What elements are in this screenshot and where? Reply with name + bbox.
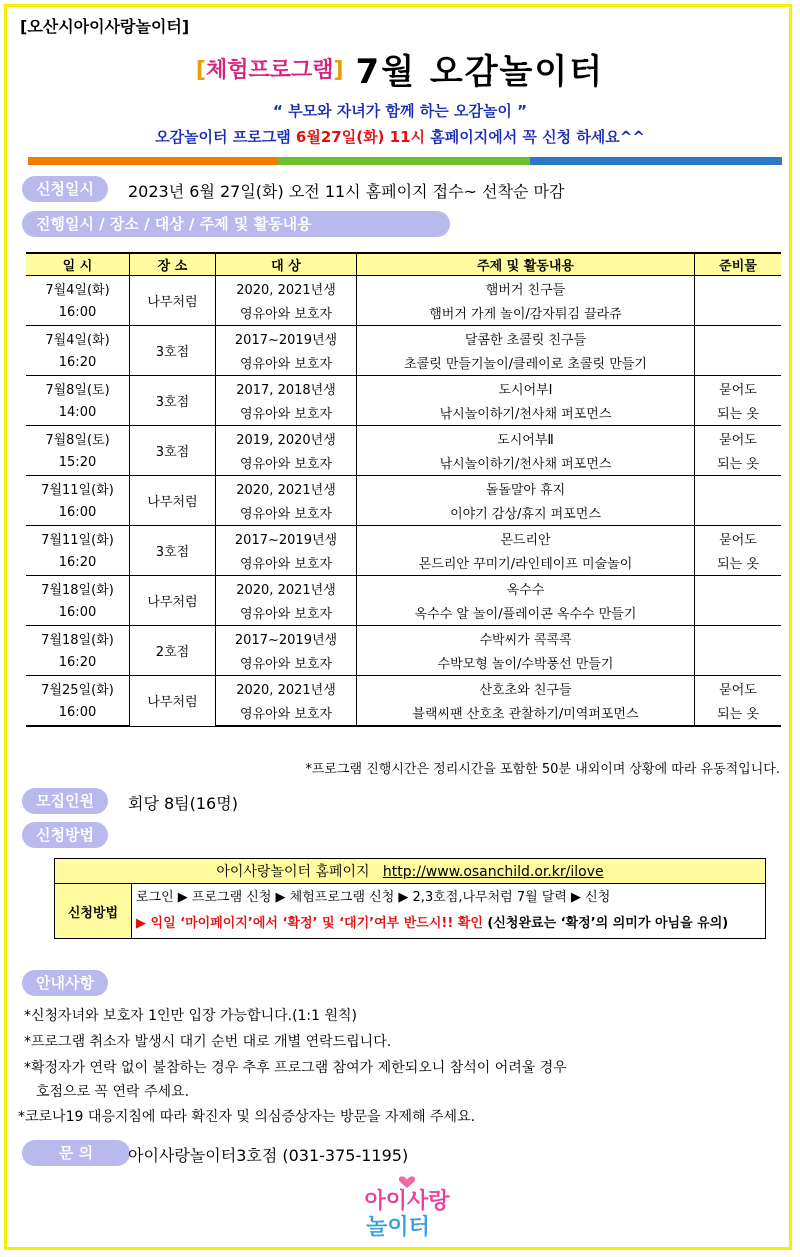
color-bar-green (278, 157, 530, 165)
cell-target-year: 2020, 2021년생 (216, 276, 357, 301)
apply-method-table (54, 858, 766, 939)
cell-prep (695, 276, 782, 301)
method-row-label: 신청방법 (55, 884, 132, 939)
cell-topic: 몬드리안 (357, 526, 695, 551)
table-row (26, 576, 781, 601)
cell-prep: 되는 옷 (695, 551, 782, 576)
header-date: 일 시 (26, 253, 130, 276)
guide-item: *프로그램 취소자 발생시 대기 순번 대로 개별 연락드립니다. (24, 1034, 392, 1050)
cell-date: 7월8일(토) (45, 432, 110, 448)
title-text: 7월 오감놀이터 (355, 52, 605, 92)
heart-icon (399, 1176, 415, 1188)
cell-activity: 낚시놀이하기/천사채 퍼포먼스 (357, 401, 695, 426)
cell-topic: 도시어부Ⅰ (357, 376, 695, 401)
cell-date: 7월4일(화) (45, 332, 110, 348)
header-place: 장 소 (130, 253, 216, 276)
cell-target-group: 영유아와 보호자 (216, 351, 357, 376)
cell-date: 7월25일(화) (41, 682, 114, 698)
guide-item: *확정자가 연락 없이 불참하는 경우 추후 프로그램 참여가 제한되오니 참석이 어려울 경우 (24, 1060, 567, 1076)
cell-time: 16:20 (26, 651, 130, 676)
guide-item: *코로나19 대응지침에 따라 확진자 및 의심증상자는 방문을 자제해 주세요. (18, 1109, 476, 1125)
cell-target-year: 2019, 2020년생 (216, 426, 357, 451)
cell-place: 나무처럼 (130, 676, 216, 727)
cell-target-year: 2017~2019년생 (216, 626, 357, 651)
cell-target-year: 2020, 2021년생 (216, 676, 357, 701)
schedule-note: *프로그램 진행시간은 정리시간을 포함한 50분 내외이며 상황에 따라 유동적입니다. (305, 762, 780, 777)
cell-prep (695, 476, 782, 501)
cell-place: 2호점 (130, 626, 216, 676)
cell-activity: 몬드리안 꾸미기/라인테이프 미술놀이 (357, 551, 695, 576)
contact-text: 아이사랑놀이터3호점 (031-375-1195) (128, 1146, 409, 1165)
notice-date: 6월27일(화) 11시 (295, 128, 426, 146)
apply-period-text: 2023년 6월 27일(화) 오전 11시 홈페이지 접수~ 선착순 마감 (128, 182, 565, 201)
cell-place: 나무처럼 (130, 276, 216, 326)
header-topic: 주제 및 활동내용 (357, 253, 695, 276)
cell-topic: 옥수수 (357, 576, 695, 601)
cell-time: 16:00 (26, 601, 130, 626)
cell-target-year: 2020, 2021년생 (216, 476, 357, 501)
cell-date: 7월18일(화) (41, 632, 114, 648)
table-row (26, 276, 781, 301)
method-label: 신청방법 (22, 822, 108, 848)
cell-date: 7월11일(화) (41, 482, 114, 498)
homepage-row: 아이사랑놀이터 홈페이지 http://www.osanchild.or.kr/ilove (55, 859, 766, 884)
cell-place: 나무처럼 (130, 476, 216, 526)
cell-target-group: 영유아와 보호자 (216, 651, 357, 676)
cell-prep (695, 351, 782, 376)
cell-prep (695, 576, 782, 601)
cell-time: 14:00 (26, 401, 130, 426)
cell-prep (695, 301, 782, 326)
cell-activity: 이야기 감상/휴지 퍼포먼스 (357, 501, 695, 526)
logo (340, 1172, 475, 1242)
cell-activity: 수박모형 놀이/수박풍선 만들기 (357, 651, 695, 676)
apply-period-label: 신청일시 (22, 176, 108, 202)
guide-label: 안내사항 (22, 970, 108, 996)
cell-date: 7월18일(화) (41, 582, 114, 598)
org-name: [오산시아이사랑놀이터] (20, 17, 190, 36)
cell-target-group: 영유아와 보호자 (216, 401, 357, 426)
recruit-label: 모집인원 (22, 788, 108, 814)
cell-target-group: 영유아와 보호자 (216, 451, 357, 476)
cell-prep: 묻어도 (695, 526, 782, 551)
homepage-link[interactable]: http://www.osanchild.or.kr/ilove (382, 864, 604, 880)
schedule-section-label: 진행일시 / 장소 / 대상 / 주제 및 활동내용 (22, 211, 450, 237)
logo-line2: 놀이터 (366, 1215, 430, 1240)
cell-date: 7월4일(화) (45, 282, 110, 298)
table-row (26, 376, 781, 401)
cell-prep: 묻어도 (695, 426, 782, 451)
cell-activity: 낚시놀이하기/천사채 퍼포먼스 (357, 451, 695, 476)
cell-activity: 옥수수 알 놀이/플레이콘 옥수수 만들기 (357, 601, 695, 626)
cell-prep (695, 326, 782, 351)
contact-label: 문 의 (22, 1140, 130, 1166)
cell-target-year: 2017, 2018년생 (216, 376, 357, 401)
cell-target-group: 영유아와 보호자 (216, 501, 357, 526)
cell-time: 16:00 (26, 501, 130, 526)
cell-place: 3호점 (130, 426, 216, 476)
table-row (26, 476, 781, 501)
cell-prep (695, 501, 782, 526)
cell-target-year: 2017~2019년생 (216, 526, 357, 551)
program-tag: [체험프로그램] (195, 58, 344, 83)
cell-place: 3호점 (130, 326, 216, 376)
color-bar-blue (530, 157, 782, 165)
cell-target-group: 영유아와 보호자 (216, 701, 357, 727)
cell-topic: 햄버거 친구들 (357, 276, 695, 301)
table-row (26, 526, 781, 551)
guide-item: *신청자녀와 보호자 1인만 입장 가능합니다.(1:1 원칙) (24, 1008, 358, 1024)
cell-prep (695, 601, 782, 626)
color-bar-orange (28, 157, 278, 165)
cell-prep (695, 651, 782, 676)
cell-target-group: 영유아와 보호자 (216, 601, 357, 626)
cell-activity: 초콜릿 만들기놀이/클레이로 초콜릿 만들기 (357, 351, 695, 376)
cell-activity: 블랙씨팬 산호초 관찰하기/미역퍼포먼스 (357, 701, 695, 727)
cell-prep: 묻어도 (695, 376, 782, 401)
cell-date: 7월11일(화) (41, 532, 114, 548)
cell-topic: 산호초와 친구들 (357, 676, 695, 701)
table-row (26, 676, 781, 701)
cell-prep: 되는 옷 (695, 701, 782, 727)
table-row (26, 626, 781, 651)
cell-target-group: 영유아와 보호자 (216, 551, 357, 576)
cell-time: 16:20 (26, 351, 130, 376)
cell-topic: 도시어부Ⅱ (357, 426, 695, 451)
guide-item: 호점으로 꼭 연락 주세요. (36, 1084, 190, 1100)
cell-time: 16:00 (26, 701, 130, 727)
subtitle: “ 부모와 자녀가 함께 하는 오감놀이 ” (273, 102, 527, 120)
page-title (0, 44, 800, 93)
cell-time: 16:00 (26, 301, 130, 326)
cell-place: 3호점 (130, 526, 216, 576)
cell-time: 16:20 (26, 551, 130, 576)
cell-target-year: 2020, 2021년생 (216, 576, 357, 601)
table-row (26, 326, 781, 351)
notice-line: 오감놀이터 프로그램 6월27일(화) 11시 홈페이지에서 꼭 신청 하세요^^ (155, 128, 645, 146)
cell-prep: 되는 옷 (695, 401, 782, 426)
method-check: ▶ 익일 ‘마이페이지’에서 ‘확정’ 및 ‘대기’여부 반드시!! 확인 (136, 916, 483, 931)
cell-prep (695, 626, 782, 651)
schedule-table (26, 252, 781, 727)
cell-topic: 수박씨가 콕콕콕 (357, 626, 695, 651)
cell-prep: 묻어도 (695, 676, 782, 701)
cell-place: 3호점 (130, 376, 216, 426)
header-prep: 준비물 (695, 253, 782, 276)
schedule-header-row (26, 253, 781, 276)
header-target: 대 상 (216, 253, 357, 276)
cell-time: 15:20 (26, 451, 130, 476)
cell-activity: 햄버거 가게 놀이/감자튀김 끌라쥬 (357, 301, 695, 326)
table-row (26, 426, 781, 451)
cell-topic: 달콤한 초콜릿 친구들 (357, 326, 695, 351)
method-steps: 로그인 ▶ 프로그램 신청 ▶ 체험프로그램 신청 ▶ 2,3호점,나무처럼 7월 달력 ▶ 신청 ▶ 익일 ‘마이페이지’에서 ‘확정’ 및 ‘대기’여부 반드시!! 확인 (신청완료는 ‘확정’의 의미가 아님을 유의) (132, 884, 766, 939)
cell-topic: 돌돌말아 휴지 (357, 476, 695, 501)
logo-line1: 아이사랑 (364, 1189, 450, 1214)
cell-place: 나무처럼 (130, 576, 216, 626)
cell-date: 7월8일(토) (45, 382, 110, 398)
recruit-text: 회당 8팀(16명) (128, 794, 238, 813)
method-caution: (신청완료는 ‘확정’의 의미가 아님을 유의) (482, 916, 729, 931)
cell-prep: 되는 옷 (695, 451, 782, 476)
cell-target-year: 2017~2019년생 (216, 326, 357, 351)
cell-target-group: 영유아와 보호자 (216, 301, 357, 326)
